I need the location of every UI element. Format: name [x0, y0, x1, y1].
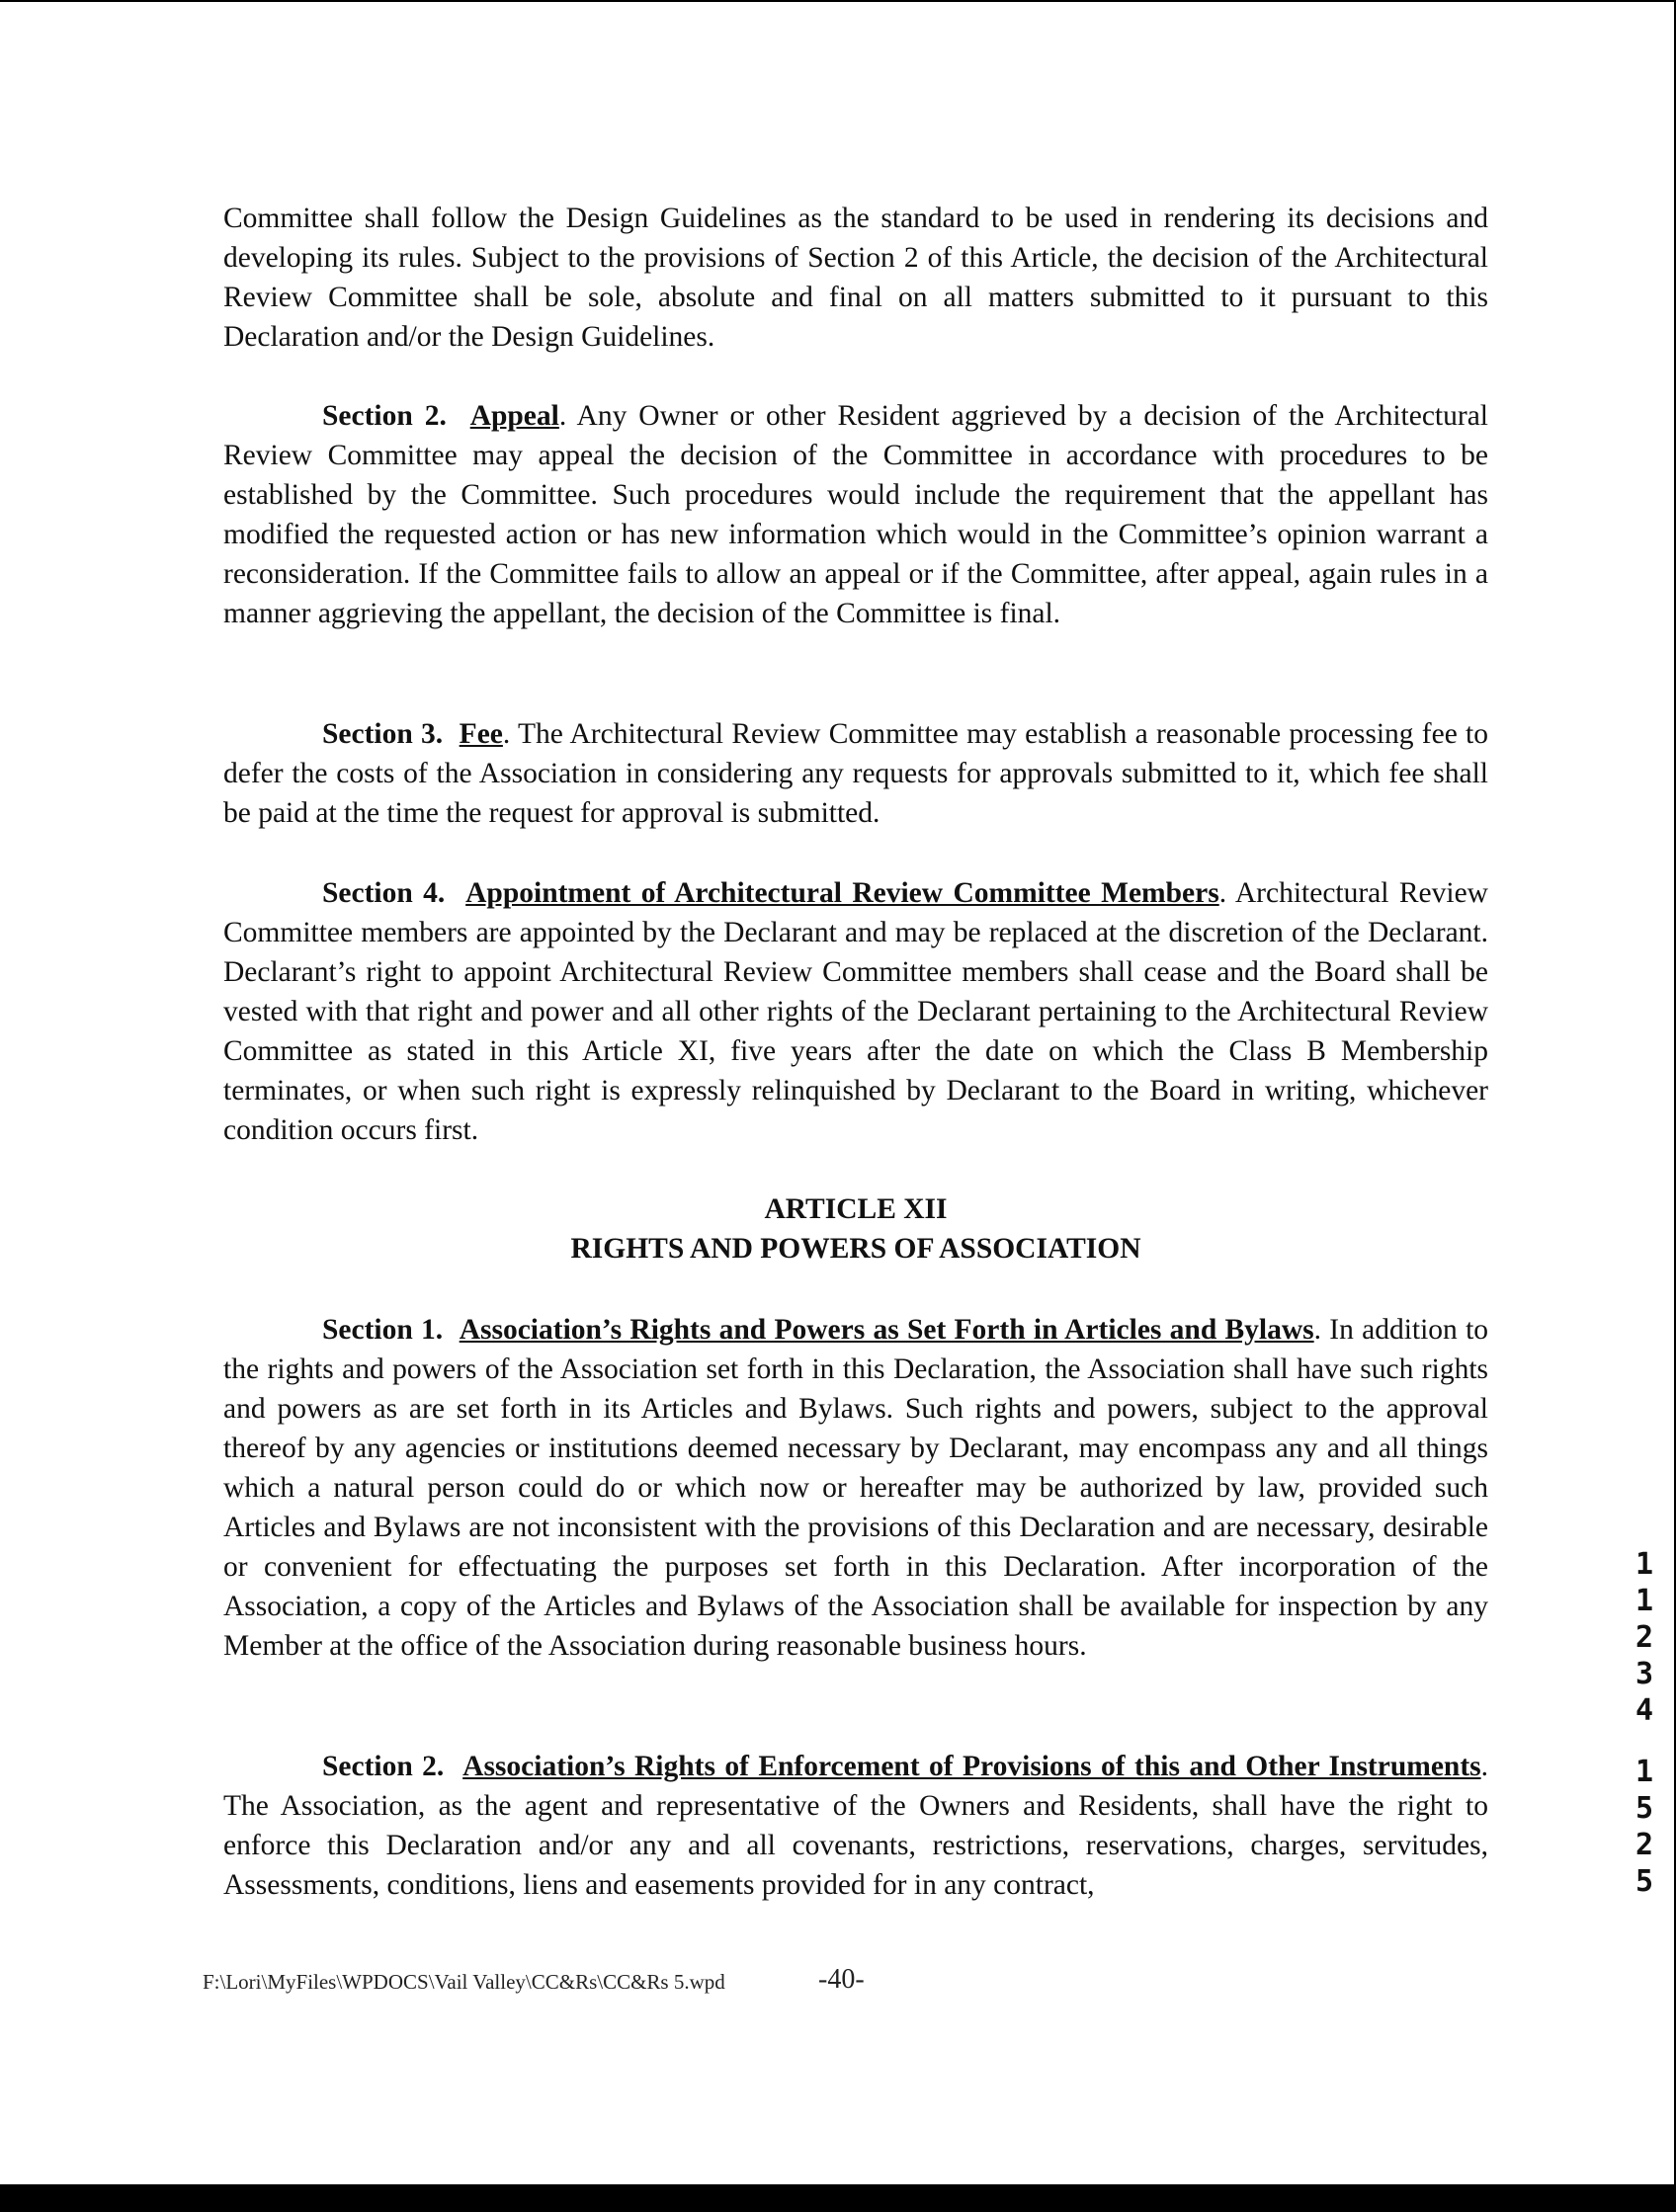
section-paragraph [223, 396, 1488, 633]
section-4-appointment [223, 873, 1488, 1150]
section-title: Association’s Rights of Enforcement of Provisions of this and Other Instruments [462, 1751, 1481, 1782]
section-paragraph [223, 1310, 1488, 1666]
section-paragraph [223, 1747, 1488, 1905]
section-title: Fee [459, 718, 503, 750]
section-number: Section 3. [322, 718, 444, 750]
stamp-digit: 1 [1634, 1547, 1654, 1582]
stamp-digit: 5 [1634, 1791, 1654, 1826]
stamp-digit: 1 [1634, 1755, 1654, 1789]
section-number: Section 1. [322, 1314, 444, 1346]
section-body: . The Association, as the agent and representative of the Owners and Residents, shall have the right to enforce this Declaration and/or any and all covenants, restrictions, reservations, charges, servitudes, Assessments, conditions, liens and easements provided for in any contract, [223, 1751, 1488, 1901]
section-body: . The Architectural Review Committee may establish a reasonable processing fee to defer the costs of the Association in considering any requests for approvals submitted to it, which fee shall be paid at the time the request for approval is submitted. [223, 718, 1488, 829]
article-number: ARTICLE XII [764, 1193, 948, 1225]
stamp-digit: 4 [1634, 1693, 1654, 1728]
stamp-digit: 3 [1634, 1657, 1654, 1691]
page-number: -40- [818, 1964, 865, 1995]
margin-stamp-group-2 [1633, 1754, 1656, 1900]
article-section-2 [223, 1747, 1488, 1905]
section-body: . In addition to the rights and powers of the Association set forth in this Declaration, the Association shall have such rights and powers as are set forth in its Articles and Bylaws. Such rights and powers, subject to the approval thereof by any agencies or institutions deemed necessary by Declarant, may encompass any and all things which a natural person could do or which now or hereafter may be authorized by law, provided such Articles and Bylaws are not inconsistent with the provisions of this Declaration and are necessary, desirable or convenient for effectuating the purposes set forth in this Declaration. After incorporation of the Association, a copy of the Articles and Bylaws of the Association shall be available for inspection by any Member at the office of the Association during reasonable business hours. [223, 1314, 1489, 1662]
section-title: Appeal [469, 400, 559, 432]
scan-bottom-edge [0, 2184, 1676, 2212]
article-title: RIGHTS AND POWERS OF ASSOCIATION [570, 1233, 1141, 1265]
article-section-1 [223, 1310, 1488, 1666]
stamp-digit: 2 [1634, 1828, 1654, 1862]
margin-stamp-group-1 [1633, 1546, 1656, 1729]
stamp-digit: 2 [1634, 1620, 1654, 1655]
stamp-digit: 1 [1634, 1584, 1654, 1618]
article-heading [223, 1189, 1488, 1269]
section-body: . Architectural Review Committee members are appointed by the Declarant and may be replaced at the discretion of the Declarant. Declarant’s right to appoint Architectural Review Committee members shall cease and the Board shall be vested with that right and power and all other rights of the Declarant pertaining to the Architectural Review Committee as stated in this Article XI, five years after the date on which the Class B Membership terminates, or when such right is expressly relinquished by Declarant to the Board in writing, whichever condition occurs first. [223, 877, 1488, 1146]
section-body: . Any Owner or other Resident aggrieved by a decision of the Architectural Review Committee may appeal the decision of the Committee in accordance with procedures to be established by the Committee. Such procedures would include the requirement that the appellant has modified the requested action or has new information which would in the Committee’s opinion warrant a reconsideration. If the Committee fails to allow an appeal or if the Committee, after appeal, again rules in a manner aggrieving the appellant, the decision of the Committee is final. [223, 400, 1488, 629]
section-number: Section 2. [322, 400, 447, 432]
section-number: Section 4. [322, 877, 446, 909]
footer-file-path: F:\Lori\MyFiles\WPDOCS\Vail Valley\CC&Rs\CC&Rs 5.wpd [203, 1970, 725, 1994]
section-2-appeal [223, 396, 1488, 633]
paragraph-text: Committee shall follow the Design Guidelines as the standard to be used in rendering its decisions and developing its rules. Subject to the provisions of Section 2 of this Article, the decision of the Architectural Review Committee shall be sole, absolute and final on all matters submitted to it pursuant to this Declaration and/or the Design Guidelines. [223, 203, 1488, 353]
section-paragraph [223, 873, 1488, 1150]
stamp-digit: 5 [1634, 1864, 1654, 1899]
section-title: Appointment of Architectural Review Committee Members [465, 877, 1219, 909]
section-3-fee [223, 714, 1488, 833]
section-paragraph [223, 714, 1488, 833]
section-number: Section 2. [322, 1751, 445, 1782]
continuation-paragraph [223, 199, 1488, 357]
section-title: Association’s Rights and Powers as Set Forth in Articles and Bylaws [459, 1314, 1314, 1346]
